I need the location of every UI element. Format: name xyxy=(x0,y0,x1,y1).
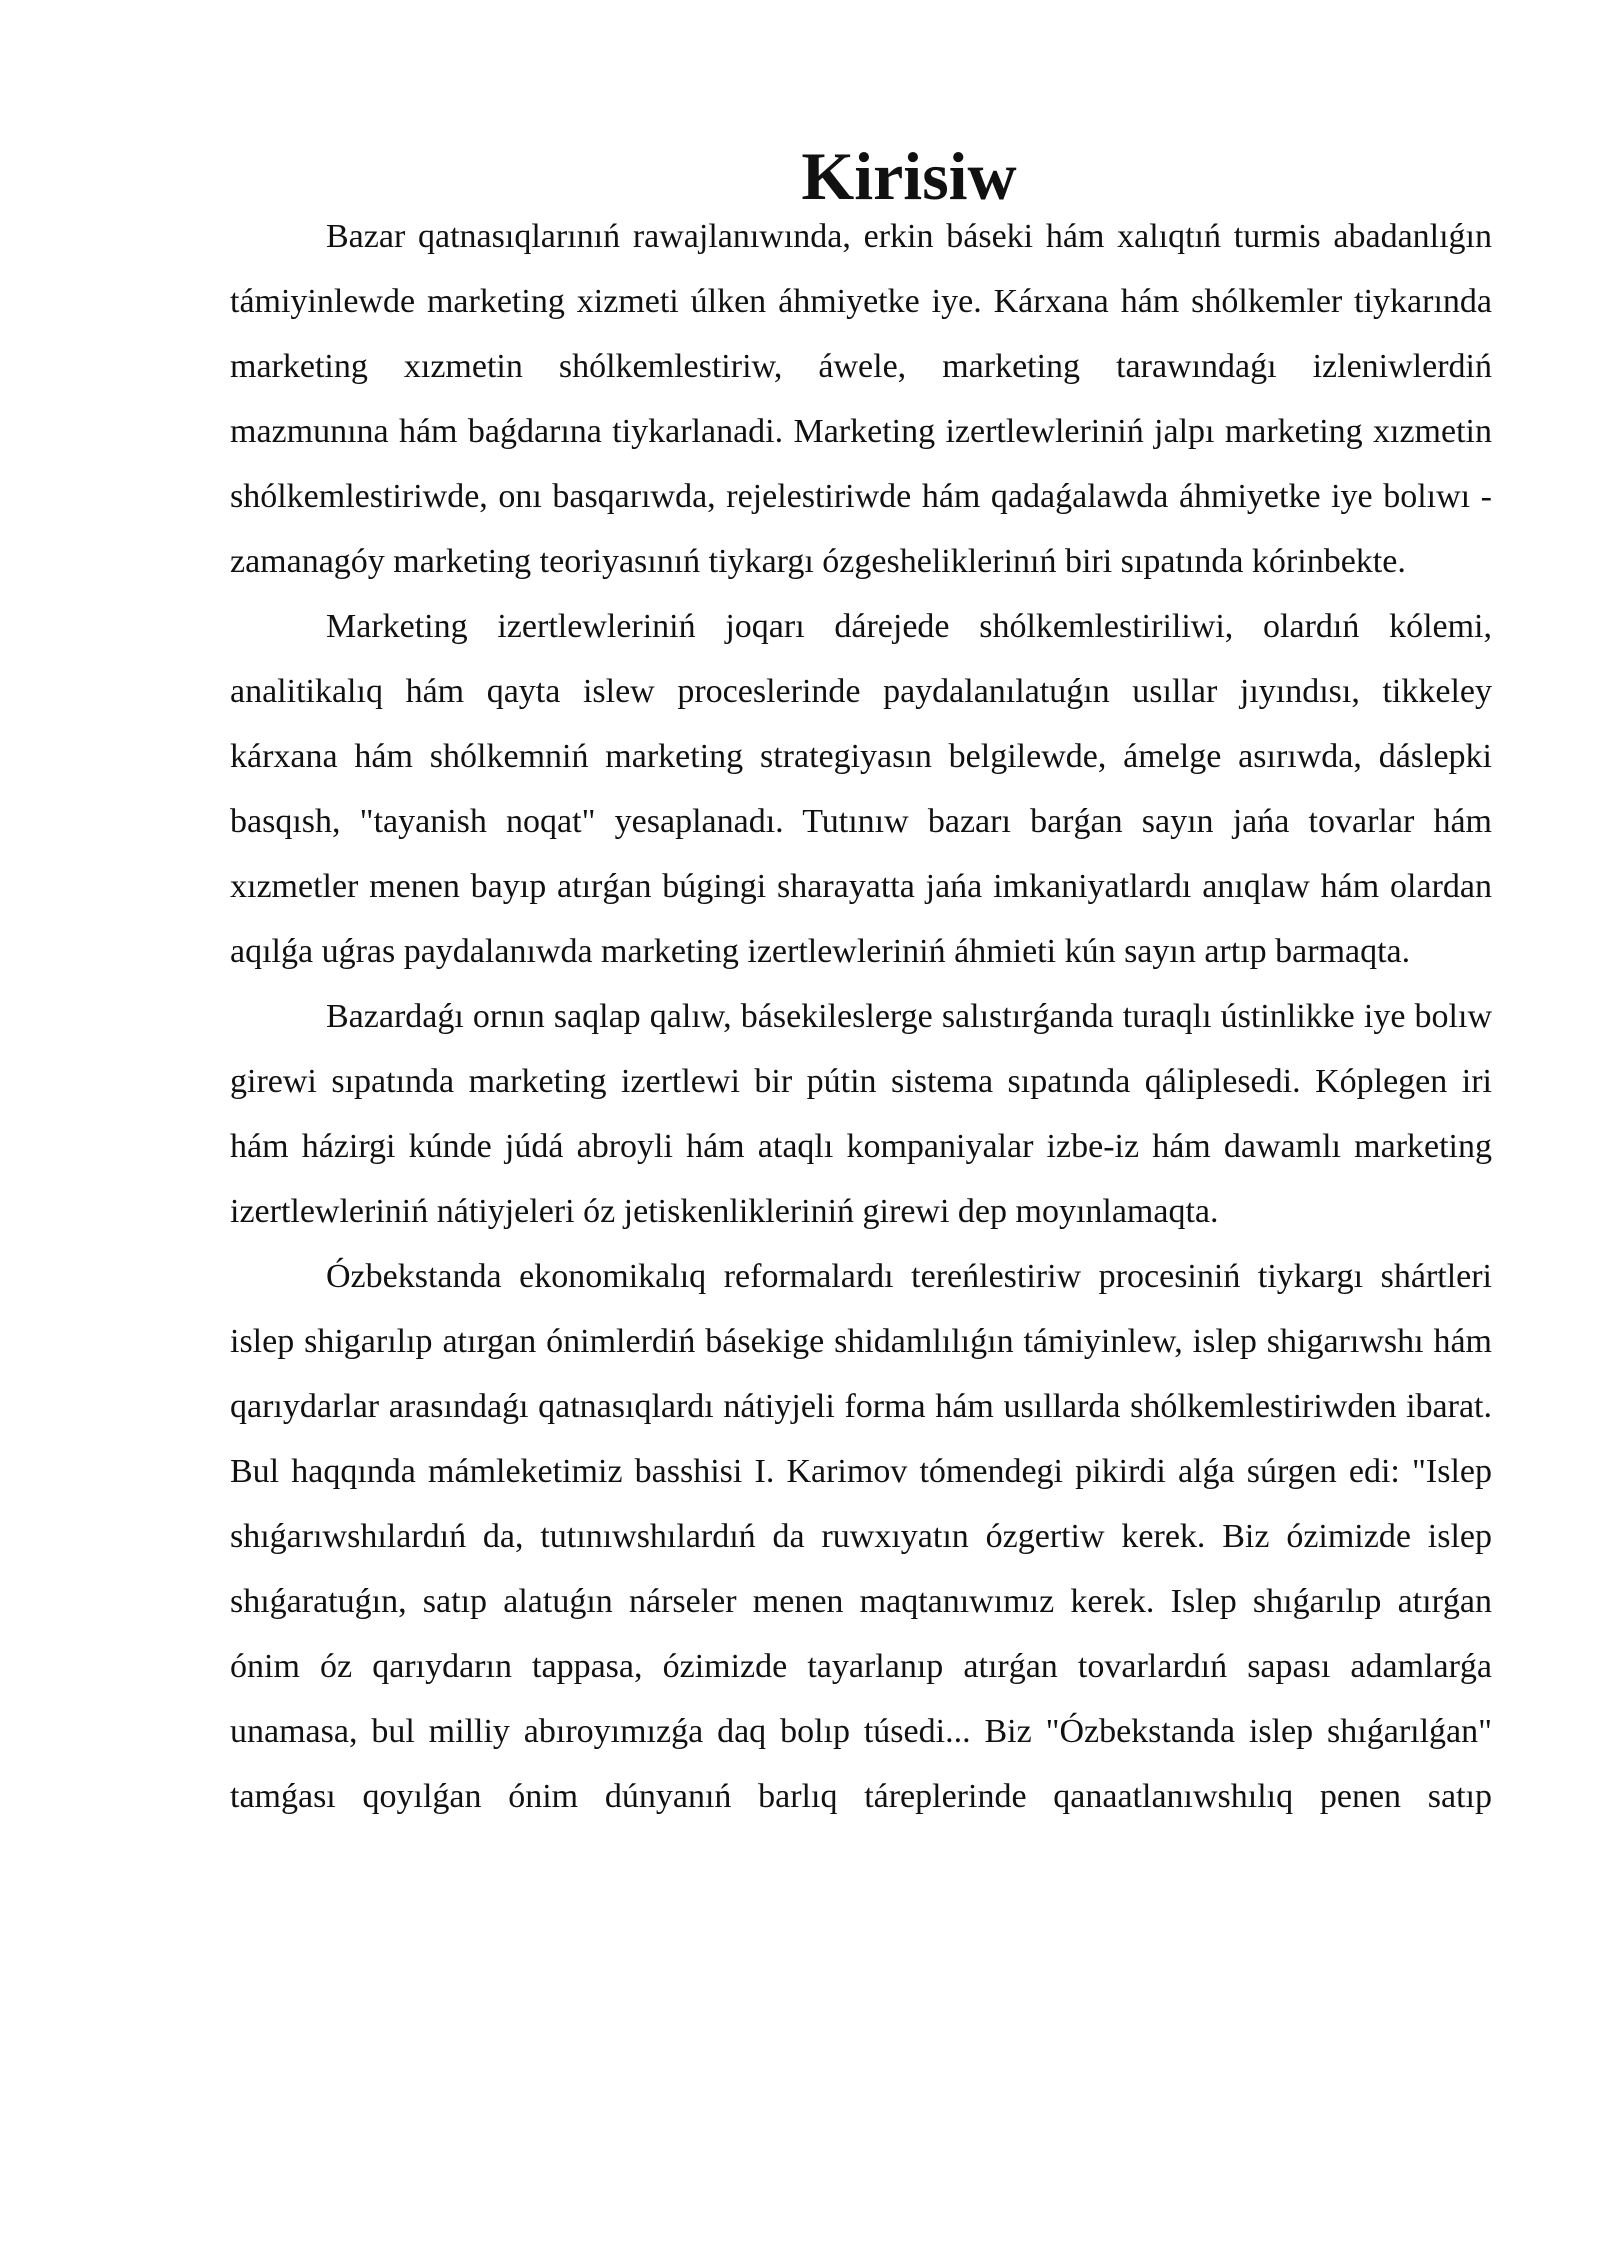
paragraph-3: Bazardaǵı ornın saqlap qalıw, básekileslerge salıstırǵanda turaqlı ústinlikke iye bolıw girewi sıpatında marketing izertlewi bir pútin sistema sıpatında qáliplesedi. Kóplegen iri hám házirgi kúnde júdá abroyli hám ataqlı kompaniyalar izbe-iz hám dawamlı marketing izertlewleriniń nátiyjeleri óz jetiskenlikleriniń girewi dep moyınlamaqta. xyxy=(230,998,1492,1230)
document-body xyxy=(230,138,1492,1829)
paragraph-4: Ózbekstanda ekonomikalıq reformalardı tereńlestiriw procesiniń tiykargı shártleri islep shigarılıp atırgan ónimlerdiń básekige shidamlılıǵın támiyinlew, islep shigarıwshı hám qarıydarlar arasındaǵı qatnasıqlardı nátiyjeli forma hám usıllarda shólkemlestiriwden ibarat. Bul haqqında mámleketimiz basshisi I. Karimov tómendegi pikirdi alǵa súrgen edi: "Islep shıǵarıwshılardıń da, tutınıwshılardıń da ruwxıyatın ózgertiw kerek. Biz ózimizde islep shıǵaratuǵın, satıp alatuǵın nárseler menen maqtanıwımız kerek. Islep shıǵarılıp atırǵan ónim óz qarıydarın tappasa, ózimizde tayarlanıp atırǵan tovarlardıń sapası adamlarǵa unamasa, bul milliy abıroyımızǵa daq bolıp túsedi... Biz "Ózbekstanda islep shıǵarılǵan" tamǵası qoyılǵan ónim dúnyanıń barlıq táreplerinde qanaatlanıwshılıq penen satıp xyxy=(230,1258,1492,1815)
paragraph-2: Marketing izertlewleriniń joqarı dárejede shólkemlestiriliwi, olardıń kólemi, analitikalıq hám qayta islew proceslerinde paydalanılatuǵın usıllar jıyındısı, tikkeley kárxana hám shólkemniń marketing strategiyasın belgilewde, ámelge asırıwda, dáslepki basqısh, "tayanish noqat" yesaplanadı. Tutınıw bazarı barǵan sayın jańa tovarlar hám xızmetler menen bayıp atırǵan búgingi sharayatta jańa imkaniyatlardı anıqlaw hám olardan aqılǵa uǵras paydalanıwda marketing izertlewleriniń áhmieti kún sayın artıp barmaqta. xyxy=(230,608,1492,970)
document-title: Kirisiw xyxy=(801,138,1017,214)
paragraph-1: Bazar qatnasıqlarınıń rawajlanıwında, erkin báseki hám xalıqtıń turmis abadanlıǵın támiyinlewde marketing xizmeti úlken áhmiyetke iye. Kárxana hám shólkemler tiykarında marketing xızmetin shólkemlestiriw, áwele, marketing tarawındaǵı izleniwlerdiń mazmunına hám baǵdarına tiykarlanadi. Marketing izertlewleriniń jalpı marketing xızmetin shólkemlestiriwde, onı basqarıwda, rejelestiriwde hám qadaǵalawda áhmiyetke iye bolıwı - zamanagóy marketing teoriyasınıń tiykargı ózgesheliklerinıń biri sıpatında kórinbekte. xyxy=(230,218,1492,580)
